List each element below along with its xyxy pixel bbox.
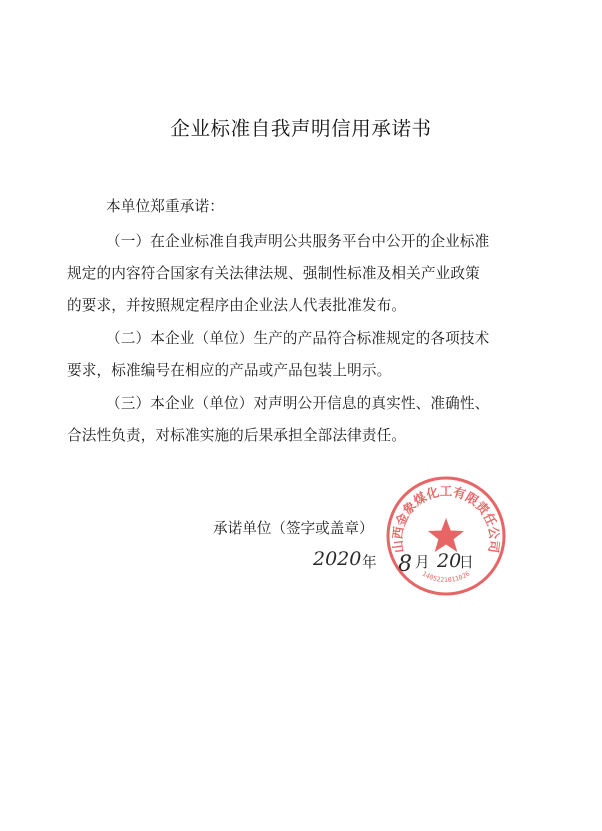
paragraph-3-line-1: （三）本企业（单位）对声明公开信息的真实性、准确性、 <box>106 395 490 412</box>
paragraph-1-line-2: 规定的内容符合国家有关法律法规、强制性标准及相关产业政策 <box>67 265 480 282</box>
paragraph-3-line-2: 合法性负责，对标准实施的后果承担全部法律责任。 <box>67 427 407 444</box>
paragraph-1-line-3: 的要求，并按照规定程序由企业法人代表批准发布。 <box>67 297 407 314</box>
day-char: 日 <box>459 554 474 571</box>
year-char: 年 <box>362 554 377 571</box>
signature-label: 承诺单位（签字或盖章） <box>213 520 374 537</box>
handwritten-month: 8 <box>398 552 412 577</box>
handwritten-day: 20 <box>437 550 462 572</box>
handwritten-year: 2020 <box>313 548 362 570</box>
seal-star-icon <box>428 518 464 552</box>
paragraph-1-line-1: （一）在企业标准自我声明公共服务平台中公开的企业标准 <box>106 233 490 250</box>
document-title: 企业标准自我声明信用承诺书 <box>170 117 432 140</box>
seal-company-name: 山西金象煤化工有限责任公司 <box>389 483 503 554</box>
seal-number: 1405221011026 <box>420 569 472 585</box>
paragraph-2-line-1: （二）本企业（单位）生产的产品符合标准规定的各项技术 <box>106 330 490 347</box>
paragraph-2-line-2: 要求，标准编号在相应的产品或产品包装上明示。 <box>67 362 392 379</box>
company-seal-stamp <box>384 474 508 598</box>
intro-line: 本单位郑重承诺： <box>106 198 224 215</box>
month-char: 月 <box>415 554 430 571</box>
